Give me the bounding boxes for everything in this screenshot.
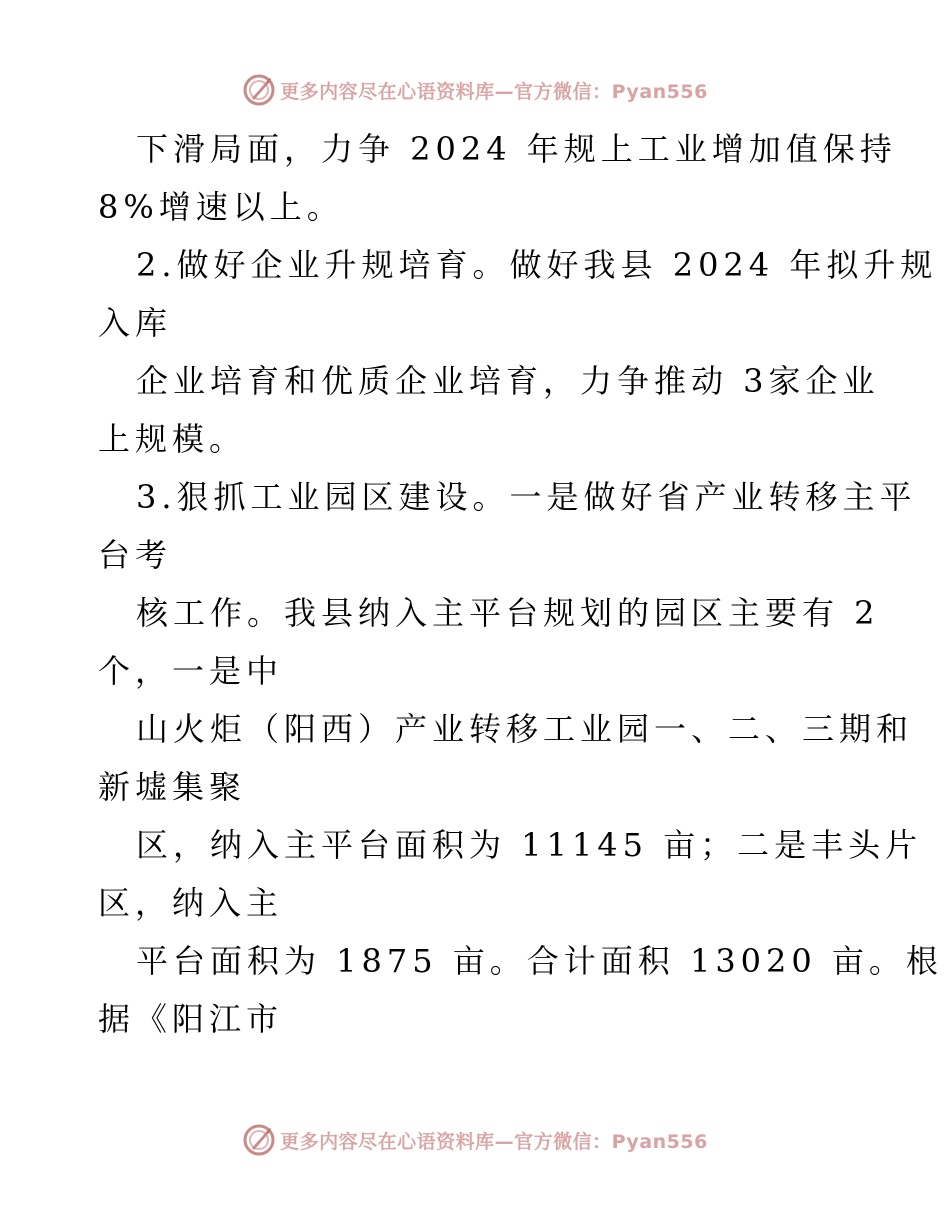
- text-line: 台考: [98, 536, 173, 574]
- text-line: 核工作。我县纳入主平台规划的园区主要有 2: [136, 594, 880, 632]
- footer-watermark: [0, 1120, 950, 1160]
- text-line: 区，纳入主: [98, 884, 284, 922]
- text-line: 上规模。: [98, 420, 247, 458]
- text-line: 下滑局面，力争 2024 年规上工业增加值保持: [136, 130, 897, 168]
- document-body: [98, 120, 943, 1048]
- text-line: 2.做好企业升规培育。做好我县 2024 年拟升规: [136, 246, 938, 284]
- text-line: 8%增速以上。: [98, 188, 344, 226]
- text-line: 新墟集聚: [98, 768, 247, 806]
- text-line: 入库: [98, 304, 173, 342]
- watermark-text: 更多内容尽在心语资料库—官方微信：Pyan556: [280, 1130, 708, 1153]
- quill-logo-icon: [242, 73, 276, 107]
- text-line: 山火炬（阳西）产业转移工业园一、二、三期和: [136, 710, 914, 748]
- text-line: 平台面积为 1875 亩。合计面积 13020 亩。根: [136, 942, 943, 980]
- text-line: 个，一是中: [98, 652, 284, 690]
- text-line: 据《阳江市: [98, 1000, 284, 1038]
- text-line: 企业培育和优质企业培育，力争推动 3家企业: [136, 362, 880, 400]
- header-watermark: [0, 70, 950, 110]
- text-line: 区，纳入主平台面积为 11145 亩；二是丰头片: [136, 826, 923, 864]
- quill-logo-icon: [242, 1123, 276, 1157]
- text-line: 3.狠抓工业园区建设。一是做好省产业转移主平: [136, 478, 917, 516]
- watermark-text: 更多内容尽在心语资料库—官方微信：Pyan556: [280, 80, 708, 103]
